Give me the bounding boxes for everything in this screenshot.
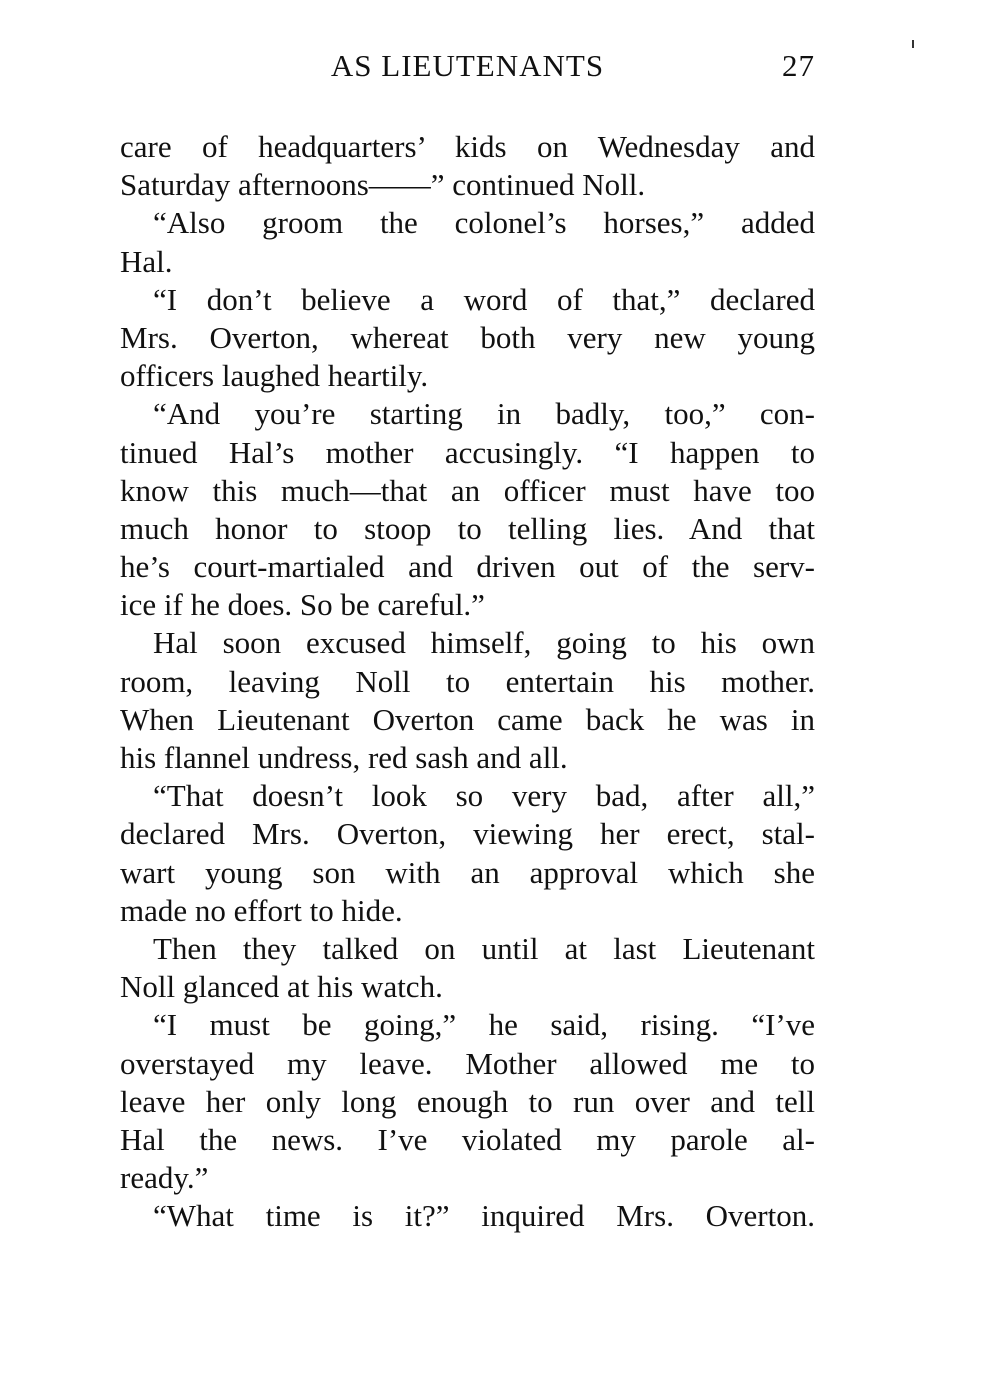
text-line: Then they talked on until at last Lieutenant [153, 930, 815, 966]
page-number: 27 [782, 48, 815, 83]
text-line: room, leaving Noll to entertain his mother. [120, 663, 815, 699]
running-head [120, 48, 815, 88]
text-line: “Also groom the colonel’s horses,” added [153, 205, 815, 241]
text-line: “What time is it?” inquired Mrs. Overton. [153, 1198, 815, 1234]
text-line: wart young son with an approval which she [120, 854, 815, 890]
running-title: AS LIEUTENANTS [330, 48, 605, 83]
text-line: officers laughed heartily. [120, 358, 429, 394]
margin-mark [912, 40, 914, 48]
text-line: know this much—that an officer must have too [120, 472, 815, 508]
text-line: declared Mrs. Overton, viewing her erect, stal- [120, 816, 815, 852]
text-line: “That doesn’t look so very bad, after all,” [153, 778, 815, 814]
text-line: he’s court-martialed and driven out of the serv- [120, 549, 815, 585]
text-line: “I don’t believe a word of that,” declared [153, 281, 815, 317]
text-line: “I must be going,” he said, rising. “I’ve [153, 1007, 815, 1043]
text-line: Saturday afternoons——” continued Noll. [120, 167, 646, 203]
text-line: much honor to stoop to telling lies. And that [120, 510, 815, 546]
text-line: ice if he does. So be careful.” [120, 587, 485, 623]
text-line: Hal the news. I’ve violated my parole al- [120, 1121, 815, 1157]
text-line: made no effort to hide. [120, 892, 403, 928]
text-line: Mrs. Overton, whereat both very new young [120, 319, 815, 355]
text-line: Noll glanced at his watch. [120, 969, 443, 1005]
text-line: leave her only long enough to run over and tell [120, 1083, 815, 1119]
text-line: “And you’re starting in badly, too,” con- [153, 396, 815, 432]
text-line: care of headquarters’ kids on Wednesday and [120, 129, 815, 164]
body-text [120, 128, 815, 1235]
text-line: Hal soon excused himself, going to his own [153, 625, 815, 661]
text-line: tinued Hal’s mother accusingly. “I happen to [120, 434, 815, 470]
text-line: When Lieutenant Overton came back he was in [120, 701, 815, 737]
text-line: ready.” [120, 1160, 209, 1196]
text-line: his flannel undress, red sash and all. [120, 740, 568, 775]
text-line: Hal. [120, 243, 173, 279]
text-line: overstayed my leave. Mother allowed me to [120, 1045, 815, 1081]
